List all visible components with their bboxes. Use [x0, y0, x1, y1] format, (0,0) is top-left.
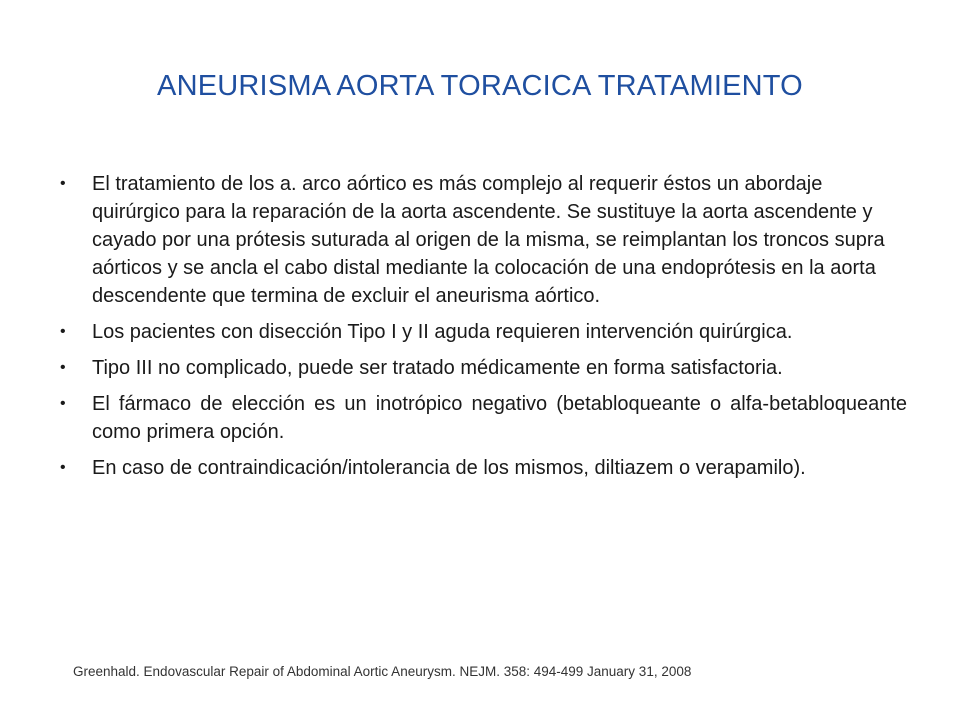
bullet-text: Los pacientes con disección Tipo I y II aguda requieren intervención quirúrgica. — [92, 321, 793, 343]
bullet-text: El tratamiento de los a. arco aórtico es más complejo al requerir éstos un abordaje quirúrgico para la reparación de la aorta ascendente. Se sustituye la aorta ascendente y cayado por una prótesis suturada al origen de la misma, se reimplantan los troncos supra aórticos y se ancla el cabo distal mediante la colocación de una endoprótesis en la aorta descendente que termina de excluir el aneurisma aórtico. — [92, 173, 885, 307]
slide-title: ANEURISMA AORTA TORACICA TRATAMIENTO — [157, 70, 803, 102]
bullet-item — [57, 354, 907, 382]
bullet-item — [57, 390, 907, 446]
bullet-icon: • — [60, 395, 66, 412]
bullet-icon: • — [60, 323, 66, 340]
citation: Greenhald. Endovascular Repair of Abdominal Aortic Aneurysm. NEJM. 358: 494-499 January 31, 2008 — [73, 664, 692, 679]
bullet-text: Tipo III no complicado, puede ser tratado médicamente en forma satisfactoria. — [92, 357, 783, 379]
bullet-text: En caso de contraindicación/intolerancia de los mismos, diltiazem o verapamilo). — [92, 457, 806, 479]
bullet-item — [57, 170, 907, 310]
bullet-item — [57, 454, 907, 482]
bullet-icon: • — [60, 459, 66, 476]
bullet-list — [57, 170, 907, 490]
bullet-icon: • — [60, 359, 66, 376]
bullet-item — [57, 318, 907, 346]
bullet-icon: • — [60, 175, 66, 192]
bullet-text: El fármaco de elección es un inotrópico negativo (betabloqueante o alfa-betabloqueante como primera opción. — [92, 393, 907, 443]
